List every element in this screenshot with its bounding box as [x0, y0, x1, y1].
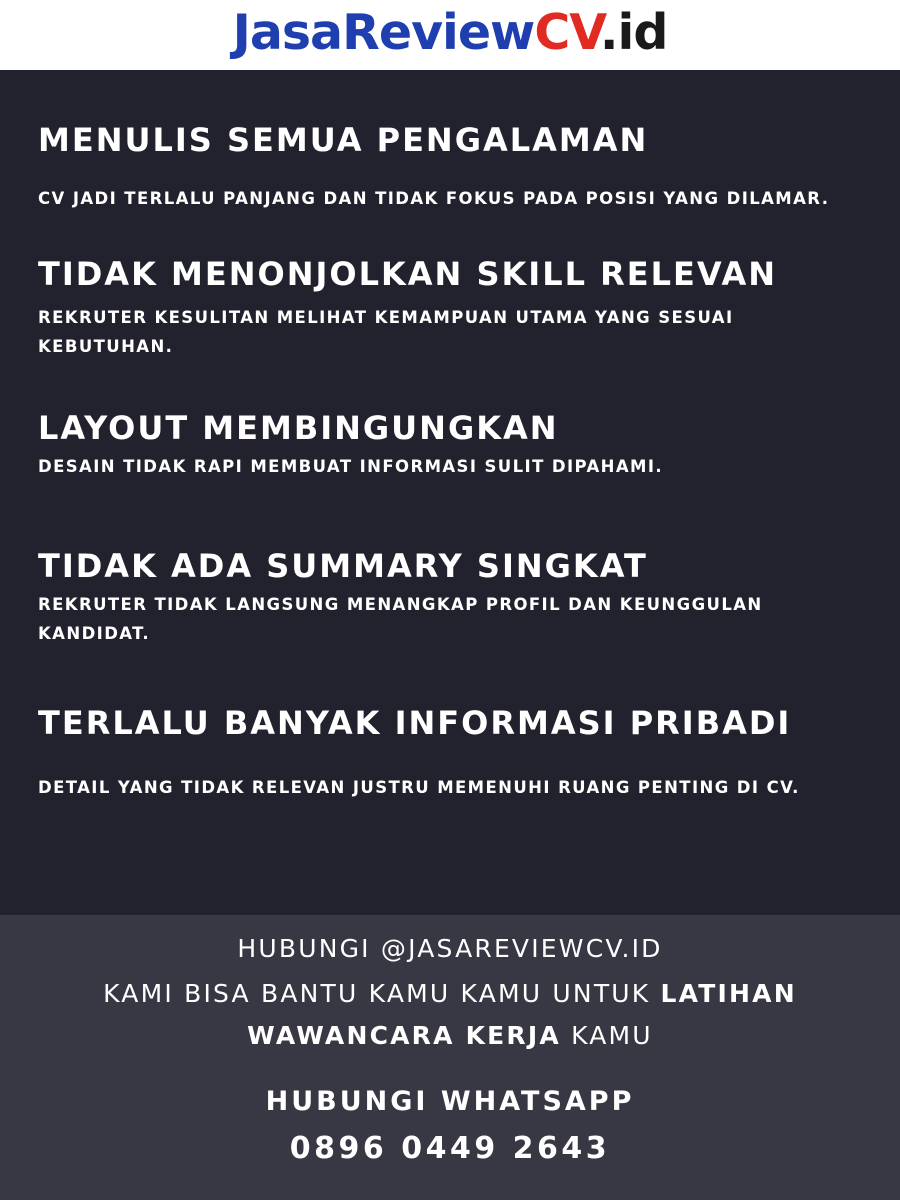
mistake-item: [38, 254, 868, 361]
offer-text: KAMI BISA BANTU KAMU KAMU UNTUK: [103, 979, 651, 1008]
mistake-title: TIDAK MENONJOLKAN SKILL RELEVAN: [38, 255, 778, 293]
footer-cta: [0, 915, 900, 1200]
offer-line-1: [0, 974, 900, 1014]
mistake-item: [38, 408, 868, 481]
offer-text: KAMU: [571, 1021, 653, 1050]
mistake-description: DETAIL YANG TIDAK RELEVAN JUSTRU MEMENUHI RUANG PENTING DI CV.: [38, 778, 800, 797]
offer-highlight: WAWANCARA KERJA: [247, 1021, 561, 1050]
phone-number: 0896 0449 2643: [289, 1131, 611, 1166]
mistake-title: TERLALU BANYAK INFORMASI PRIBADI: [38, 704, 792, 742]
contact-handle: HUBUNGI @JASAREVIEWCV.ID: [237, 934, 663, 963]
mistake-description: REKRUTER TIDAK LANGSUNG MENANGKAP PROFIL DAN KEUNGGULAN KANDIDAT.: [38, 595, 763, 643]
mistake-title: TIDAK ADA SUMMARY SINGKAT: [38, 547, 648, 585]
main-content: [0, 70, 900, 915]
logo-part-id: .id: [599, 3, 668, 61]
whatsapp-label: HUBUNGI WHATSAPP: [265, 1086, 635, 1117]
mistake-item: [38, 120, 868, 213]
offer-highlight: LATIHAN: [660, 979, 797, 1008]
mistake-item: [38, 546, 868, 648]
mistake-title: LAYOUT MEMBINGUNGKAN: [38, 409, 559, 447]
mistake-description: REKRUTER KESULITAN MELIHAT KEMAMPUAN UTAMA YANG SESUAI KEBUTUHAN.: [38, 308, 734, 356]
mistake-item: [38, 703, 868, 802]
mistake-description: DESAIN TIDAK RAPI MEMBUAT INFORMASI SULIT DIPAHAMI.: [38, 457, 664, 476]
mistake-title: MENULIS SEMUA PENGALAMAN: [38, 121, 649, 159]
brand-logo: [232, 3, 668, 61]
mistake-description: CV JADI TERLALU PANJANG DAN TIDAK FOKUS PADA POSISI YANG DILAMAR.: [38, 189, 830, 208]
offer-line-2: [0, 1016, 900, 1056]
logo-part-cv: CV: [534, 3, 600, 61]
logo-part-jasareview: JasaReview: [232, 3, 535, 61]
header: [0, 0, 900, 70]
